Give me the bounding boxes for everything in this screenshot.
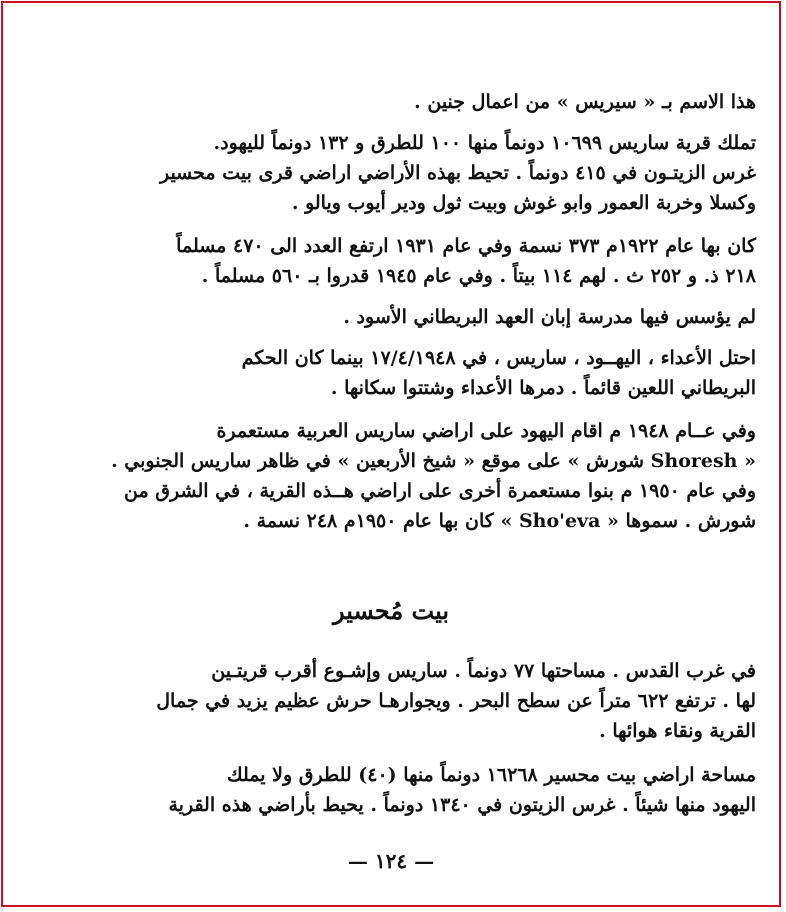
text-line: ٢١٨ ذ. و ٢٥٢ ث . لهم ١١٤ بيتاً . وفي عام ١٩٤٥ قدروا بـ ٥٦٠ مسلماً . [201,265,756,287]
text-line: في غرب القدس . مساحتها ٧٧ دونماً . ساريس وإشـوع أقرب قريتـين [211,660,756,682]
text-line: هذا الاسم بـ « سيريس » من اعمال جنين . [414,91,756,113]
text-line: كان بها عام ١٩٢٢م ٣٧٣ نسمة وفي عام ١٩٣١ ارتفع العدد الى ٤٧٠ مسلماً [176,235,756,257]
text-line: لها . ترتفع ٦٢٢ متراً عن سطح البحر . ويجوارهـا حرش عظيم يزيد في جمال [156,690,756,712]
text-line: القرية ونقاء هوائها . [599,720,756,742]
text-line: وكسلا وخربة العمور وابو غوش وبيت ثول ودير أيوب ويالو . [291,192,756,214]
text-line: « Shoresh شورش » على موقع « شيخ الأربعين » في ظاهر ساريس الجنوبي . [111,450,756,472]
text-line: وفي عــام ١٩٤٨ م اقام اليهود على اراضي ساريس العربية مستعمرة [216,420,756,442]
text-line: اليهود منها شيئاً . غرس الزيتون في ١٣٤٠ دونماً . يحيط بأراضي هذه القرية [168,794,756,816]
text-line: البريطاني اللعين قائماً . دمرها الأعداء وشتتوا سكانها . [330,377,756,399]
text-line: تملك قرية ساريس ١٠٦٩٩ دونماً منها ١٠٠ للطرق و ١٣٢ دونماً لليهود. [213,132,756,154]
text-line: احتل الأعداء ، اليهــود ، ساريس ، في ١٧/٤/١٩٤٨ بينما كان الحكم [241,347,756,369]
text-line: شورش . سموها « Sho'eva » كان بها عام ١٩٥٠م ٢٤٨ نسمة . [243,510,756,532]
text-line: لم يؤسس فيها مدرسة إبان العهد البريطاني الأسود . [343,306,756,328]
section-heading: بيت مُحسير [332,596,450,625]
text-line: مساحة اراضي بيت محسير ١٦٢٦٨ دونماً منها (٤٠) للطرق ولا يملك [226,764,756,786]
text-line: غرس الزيتـون في ٤١٥ دونماً . تحيط بهذه الأراضي اراضي قرى بيت محسير [159,162,756,184]
page-number: — ١٢٤ — [347,849,435,873]
text-line: وفي عام ١٩٥٠ م بنوا مستعمرة أخرى على اراضي هــذه القرية ، في الشرق من [124,480,756,502]
